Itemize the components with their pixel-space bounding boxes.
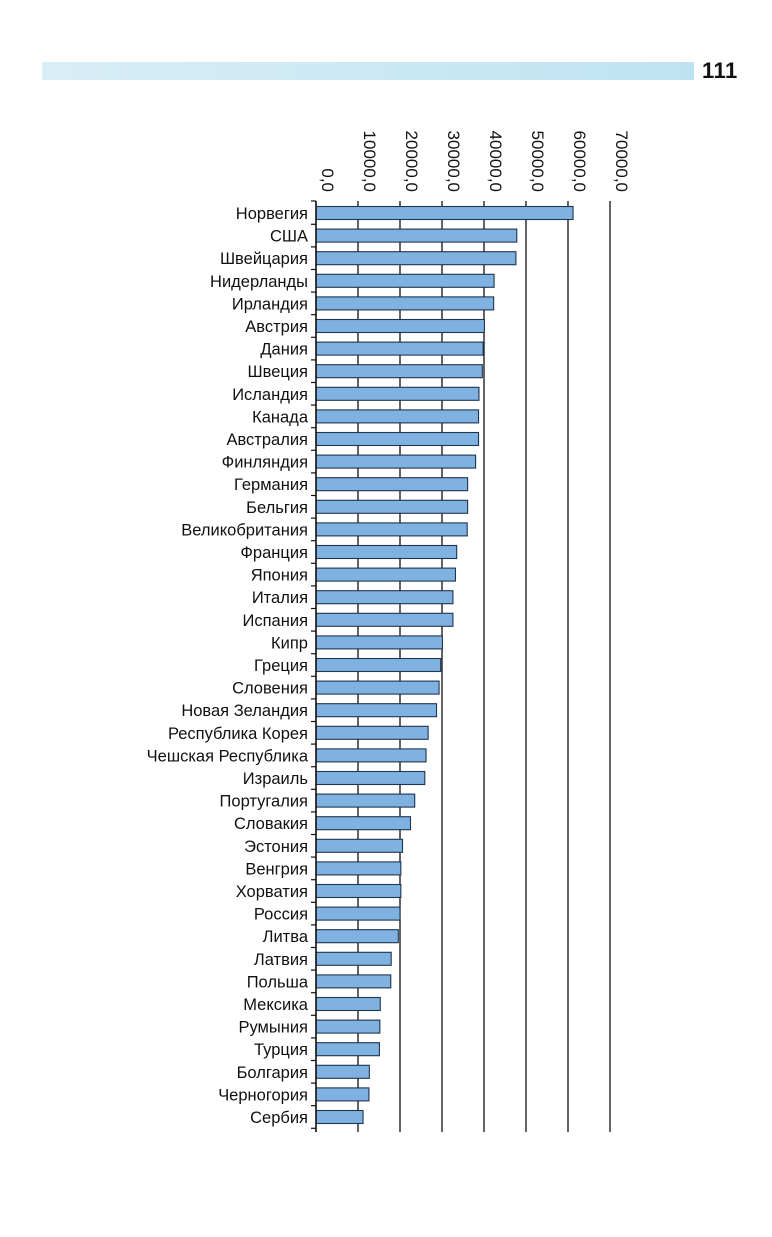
category-label: Франция [240, 544, 308, 562]
category-label: США [269, 227, 308, 246]
bar [316, 229, 517, 242]
category-label: Канада [252, 408, 308, 427]
bar [316, 591, 453, 604]
bar [316, 998, 380, 1011]
bar [316, 885, 401, 898]
tick-labels [318, 131, 631, 192]
category-labels [147, 205, 309, 1127]
category-label: Италия [251, 589, 308, 608]
category-label: Словения [232, 679, 308, 698]
bar [316, 862, 401, 875]
category-label: Россия [253, 905, 308, 924]
axis [311, 201, 316, 1132]
category-label: Япония [250, 566, 308, 585]
category-label: Германия [234, 476, 308, 495]
category-label: Венгрия [245, 860, 308, 879]
category-label: Мексика [243, 996, 308, 1014]
tick-label: 10000,0 [360, 130, 379, 192]
bar [316, 772, 425, 785]
category-label: Ирландия [231, 295, 308, 314]
bar [316, 659, 441, 672]
bar [316, 342, 483, 355]
bar [316, 839, 403, 852]
category-label: Республика Корея [167, 724, 308, 743]
bar [316, 387, 479, 400]
bar [316, 1065, 369, 1078]
bar [316, 297, 494, 310]
bars [316, 207, 573, 1124]
bar [316, 207, 573, 220]
category-label: Польша [246, 973, 308, 992]
category-label: Кипр [271, 634, 308, 653]
bar [316, 478, 468, 491]
category-label: Черногория [218, 1086, 308, 1105]
bar [316, 1111, 363, 1124]
bar [316, 613, 453, 626]
bar [316, 794, 415, 807]
bar [316, 704, 437, 717]
bar [316, 252, 516, 265]
bar [316, 681, 439, 694]
category-label: Турция [254, 1041, 308, 1060]
category-label: Великобритания [181, 521, 308, 540]
category-label: Греция [254, 657, 308, 675]
category-label: Австралия [226, 431, 308, 449]
bar [316, 749, 426, 762]
bar [316, 500, 468, 513]
bar [316, 274, 494, 287]
bar [316, 410, 479, 423]
bar [316, 455, 476, 468]
tick-label: 30000,0 [444, 130, 463, 192]
tick-label: 40000,0 [486, 130, 505, 192]
category-label: Норвегия [235, 205, 308, 223]
bar [316, 952, 391, 965]
category-label: Латвия [253, 950, 308, 969]
bar [316, 930, 398, 943]
category-label: Испания [242, 611, 308, 630]
category-label: Исландия [232, 385, 308, 404]
tick-label: 60000,0 [570, 130, 589, 192]
bar [316, 817, 411, 830]
bar [316, 907, 400, 920]
category-label: Финляндия [221, 453, 308, 472]
bar [316, 568, 455, 581]
tick-label: 70000,0 [612, 130, 631, 192]
bar [316, 1020, 380, 1033]
page-number: 111 [702, 58, 738, 83]
bar [316, 1088, 369, 1101]
category-label: Новая Зеландия [181, 702, 308, 721]
bar [316, 365, 482, 378]
category-label: Румыния [238, 1018, 308, 1037]
category-label: Болгария [236, 1063, 308, 1082]
category-label: Швеция [247, 363, 308, 382]
category-label: Нидерланды [210, 272, 308, 291]
bar [316, 546, 457, 559]
category-label: Литва [262, 928, 308, 947]
category-label: Эстония [244, 837, 308, 856]
bar [316, 1043, 379, 1056]
tick-label: 50000,0 [528, 130, 547, 192]
category-label: Бельгия [246, 498, 308, 517]
bar [316, 523, 467, 536]
tick-label: 0,0 [318, 168, 337, 192]
category-label: Израиль [242, 770, 308, 788]
category-label: Австрия [245, 318, 308, 336]
bar [316, 975, 391, 988]
category-label: Швейцария [219, 250, 308, 269]
bar [316, 433, 479, 446]
category-label: Дания [260, 340, 308, 359]
category-label: Сербия [250, 1109, 308, 1127]
category-label: Чешская Республика [146, 747, 308, 766]
bar [316, 636, 442, 649]
bar [316, 320, 484, 333]
tick-label: 20000,0 [402, 130, 421, 192]
category-label: Словакия [233, 815, 308, 834]
bar [316, 726, 428, 739]
category-label: Португалия [219, 792, 308, 811]
category-label: Хорватия [235, 883, 308, 901]
